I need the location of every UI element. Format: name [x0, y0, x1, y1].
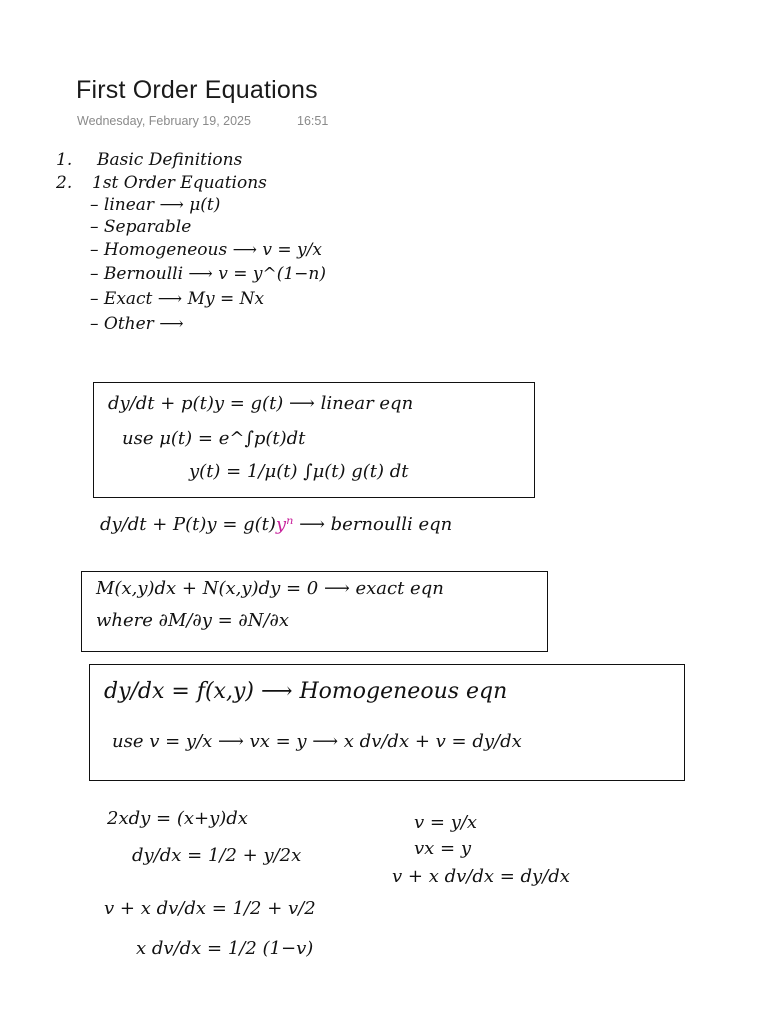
outline-sub-linear: – linear ⟶ μ(t): [90, 195, 221, 215]
linear-eqn-line2: use μ(t) = e^∫p(t)dt: [122, 428, 306, 449]
outline-sub-bernoulli: – Bernoulli ⟶ v = y^(1−n): [90, 264, 326, 284]
work-left-line4: x dv/dx = 1/2 (1−v): [136, 938, 314, 959]
linear-eqn-line3: y(t) = 1/μ(t) ∫μ(t) g(t) dt: [189, 461, 409, 482]
bernoulli-power: yⁿ: [275, 514, 294, 535]
outline-sub-separable: – Separable: [90, 217, 192, 237]
work-right-line3: v + x dv/dx = dy/dx: [392, 866, 570, 887]
outline-sub-other: – Other ⟶: [90, 314, 184, 334]
homogeneous-eqn-line1: dy/dx = f(x,y) ⟶ Homogeneous eqn: [104, 679, 508, 704]
work-right-line2: vx = y: [414, 838, 472, 859]
bernoulli-eqn: [100, 514, 452, 535]
outline-sub-exact: – Exact ⟶ My = Nx: [90, 289, 265, 309]
exact-eqn-line2: where ∂M/∂y = ∂N/∂x: [96, 610, 290, 631]
bernoulli-eqn-rhs: ⟶ bernoulli eqn: [299, 514, 453, 535]
page-time: 16:51: [297, 114, 329, 128]
homogeneous-eqn-line2: use v = y/x ⟶ vx = y ⟶ x dv/dx + v = dy/dx: [112, 731, 522, 752]
exact-eqn-line1: M(x,y)dx + N(x,y)dy = 0 ⟶ exact eqn: [96, 578, 444, 599]
outline-item-1-number: 1.: [56, 150, 73, 170]
work-left-line2: dy/dx = 1/2 + y/2x: [132, 845, 302, 866]
bernoulli-eqn-lhs: dy/dt + P(t)y = g(t): [100, 514, 276, 535]
work-left-line1: 2xdy = (x+y)dx: [107, 808, 248, 829]
outline-item-2-text: 1st Order Equations: [92, 173, 267, 193]
outline-sub-homogeneous: – Homogeneous ⟶ v = y/x: [90, 240, 322, 260]
linear-eqn-box: [93, 382, 535, 498]
page-title: First Order Equations: [76, 76, 318, 104]
work-right-line1: v = y/x: [414, 812, 478, 833]
homogeneous-eqn-box: [89, 664, 685, 781]
linear-eqn-line1: dy/dt + p(t)y = g(t) ⟶ linear eqn: [108, 393, 414, 414]
page-date: Wednesday, February 19, 2025: [77, 114, 251, 128]
outline-item-1-text: Basic Definitions: [97, 150, 243, 170]
exact-eqn-box: [81, 571, 548, 652]
outline-item-2-number: 2.: [56, 173, 73, 193]
work-left-line3: v + x dv/dx = 1/2 + v/2: [104, 898, 316, 919]
